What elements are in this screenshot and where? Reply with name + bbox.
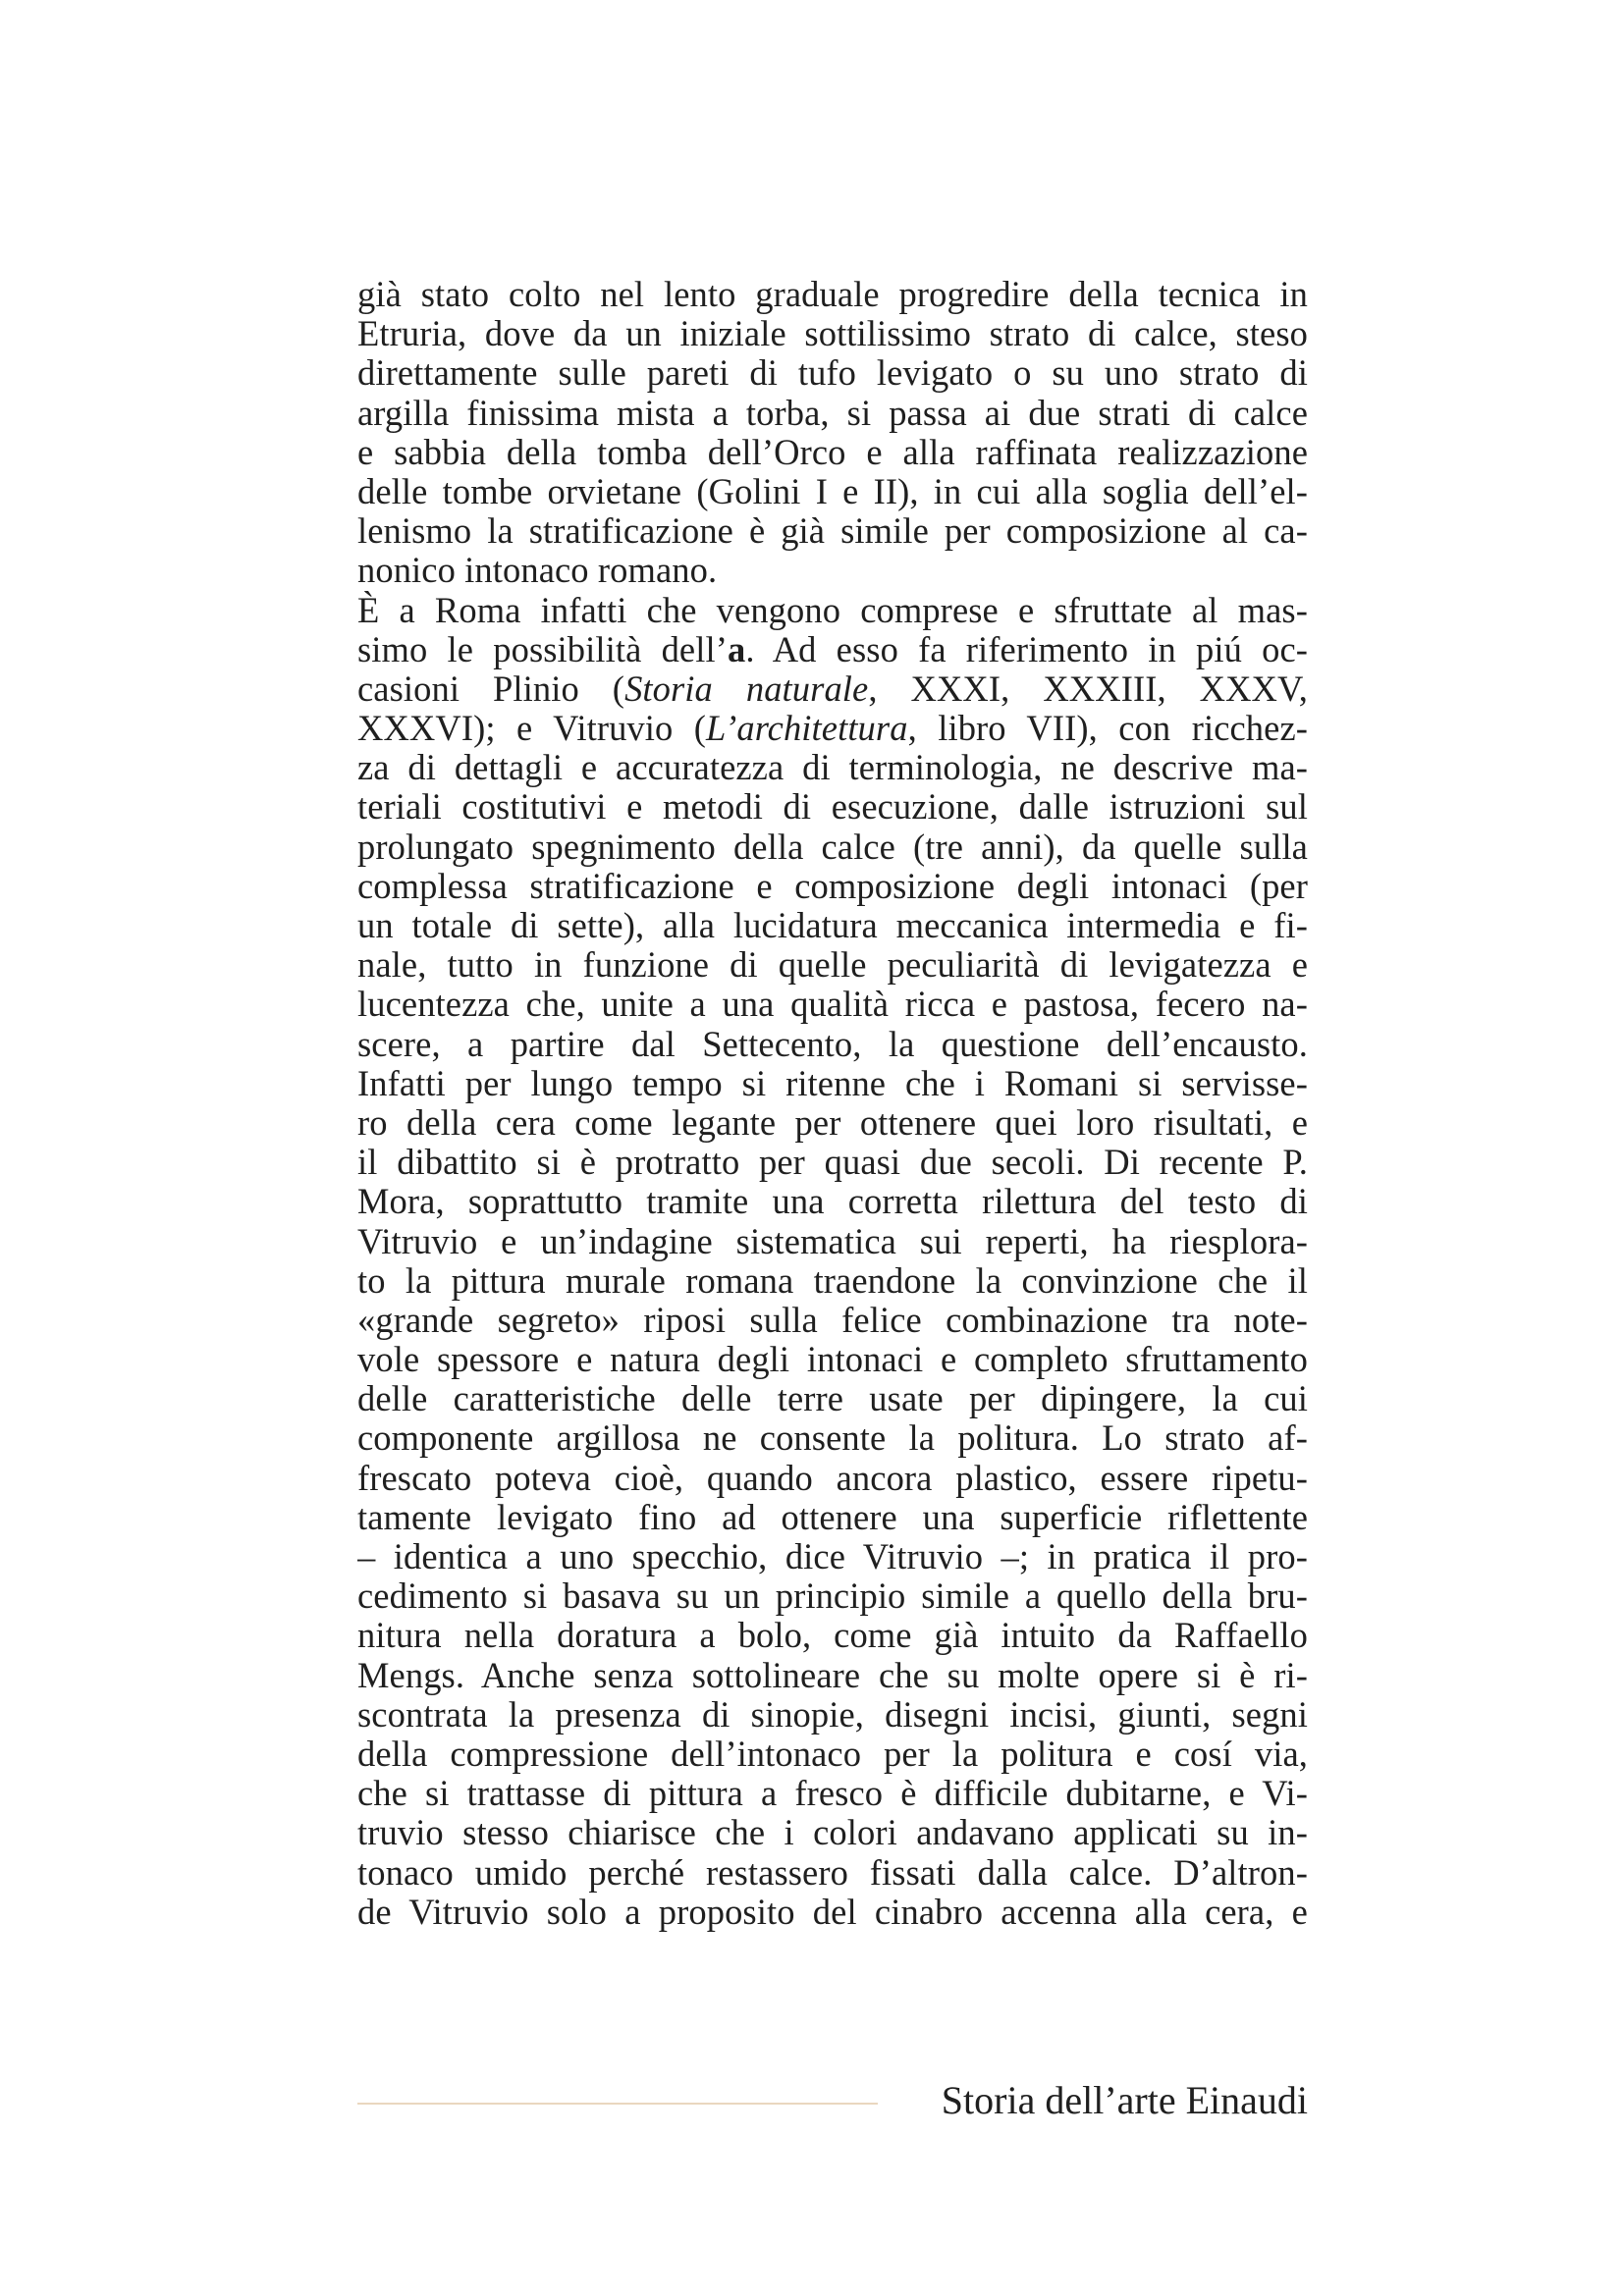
italic-title: L’architettura: [706, 709, 908, 749]
text-line: cedimento si basava su un principio simile a quello della bru-: [357, 1576, 1308, 1617]
text-run: XXXVI); e Vitruvio (: [357, 709, 707, 749]
text-line-mixed: [357, 669, 1308, 709]
text-line: nale, tutto in funzione di quelle peculiarità di levigatezza e: [357, 945, 1308, 986]
text-line: Mora, soprattutto tramite una corretta rilettura del testo di: [357, 1182, 1308, 1222]
text-line: delle caratteristiche delle terre usate per dipingere, la cui: [357, 1379, 1308, 1419]
text-line: lucentezza che, unite a una qualità ricca e pastosa, fecero na-: [357, 985, 1308, 1025]
text-line: Infatti per lungo tempo si ritenne che i Romani si servisse-: [357, 1063, 1308, 1103]
text-line: complessa stratificazione e composizione degli intonaci (per: [357, 866, 1308, 906]
text-line: della compressione dell’intonaco per la politura e cosí via,: [357, 1734, 1308, 1774]
body-text: [357, 275, 1308, 1932]
text-run: . Ad esso fa riferimento in piú oc-: [745, 629, 1308, 669]
text-line: nitura nella doratura a bolo, come già intuito da Raffaello: [357, 1616, 1308, 1656]
text-line: già stato colto nel lento graduale progredire della tecnica in: [357, 275, 1308, 314]
text-line: de Vitruvio solo a proposito del cinabro accenna alla cera, e: [357, 1892, 1308, 1932]
text-line: delle tombe orvietane (Golini I e II), in cui alla soglia dell’el-: [357, 471, 1308, 511]
text-line: tonaco umido perché restassero fissati dalla calce. D’altron-: [357, 1852, 1308, 1893]
text-line: truvio stesso chiarisce che i colori andavano applicati su in-: [357, 1813, 1308, 1853]
text-run: casioni Plinio (: [357, 668, 625, 709]
text-run: , XXXI, XXXIII, XXXV,: [868, 668, 1308, 709]
text-line: nonico intonaco romano.: [357, 551, 718, 591]
text-line: componente argillosa ne consente la politura. Lo strato af-: [357, 1418, 1308, 1459]
text-line: vole spessore e natura degli intonaci e completo sfruttamento: [357, 1340, 1308, 1380]
text-line-mixed: [357, 709, 1308, 748]
text-line: È a Roma infatti che vengono comprese e sfruttate al mas-: [357, 590, 1308, 630]
text-line: lenismo la stratificazione è già simile per composizione al ca-: [357, 511, 1308, 552]
text-line: to la pittura murale romana traendone la convinzione che il: [357, 1260, 1308, 1301]
text-line: un totale di sette), alla lucidatura meccanica intermedia e fi-: [357, 906, 1308, 945]
text-line: direttamente sulle pareti di tufo levigato o su uno strato di: [357, 353, 1308, 394]
text-line-mixed: [357, 630, 1308, 669]
text-line: scontrata la presenza di sinopie, disegni incisi, giunti, segni: [357, 1694, 1308, 1735]
text-line: – identica a uno specchio, dice Vitruvio –; in pratica il pro-: [357, 1537, 1308, 1576]
text-line: tamente levigato fino ad ottenere una superficie riflettente: [357, 1497, 1308, 1537]
text-line: Etruria, dove da un iniziale sottilissimo strato di calce, steso: [357, 314, 1308, 354]
text-line: che si trattasse di pittura a fresco è difficile dubitarne, e Vi-: [357, 1774, 1308, 1814]
text-line: Vitruvio e un’indagine sistematica sui reperti, ha riesplora-: [357, 1221, 1308, 1261]
text-line: ro della cera come legante per ottenere quei loro risultati, e: [357, 1102, 1308, 1143]
footer-rule: [357, 2103, 878, 2105]
text-run: , libro VII), con ricchez-: [907, 709, 1308, 749]
text-line: Mengs. Anche senza sottolineare che su molte opere si è ri-: [357, 1655, 1308, 1695]
text-line: teriali costitutivi e metodi di esecuzione, dalle istruzioni sul: [357, 787, 1308, 828]
text-line: frescato poteva cioè, quando ancora plastico, essere ripetu-: [357, 1458, 1308, 1498]
text-lines-continued: [357, 748, 1308, 1932]
text-line: za di dettagli e accuratezza di terminologia, ne descrive ma-: [357, 748, 1308, 788]
footer-title: Storia dell’arte Einaudi: [941, 2078, 1308, 2122]
page-footer: [357, 2073, 1308, 2132]
text-line: e sabbia della tomba dell’Orco e alla raffinata realizzazione: [357, 432, 1308, 472]
text-line: «grande segreto» riposi sulla felice combinazione tra note-: [357, 1300, 1308, 1340]
text-line: prolungato spegnimento della calce (tre anni), da quelle sulla: [357, 827, 1308, 867]
bold-term: a: [727, 629, 746, 669]
text-line: il dibattito si è protratto per quasi due secoli. Di recente P.: [357, 1143, 1308, 1183]
text-line: scere, a partire dal Settecento, la questione dell’encausto.: [357, 1024, 1308, 1064]
text-run: simo le possibilità dell’: [357, 629, 728, 669]
text-line: argilla finissima mista a torba, si passa ai due strati di calce: [357, 393, 1308, 433]
italic-title: Storia naturale: [624, 668, 869, 709]
